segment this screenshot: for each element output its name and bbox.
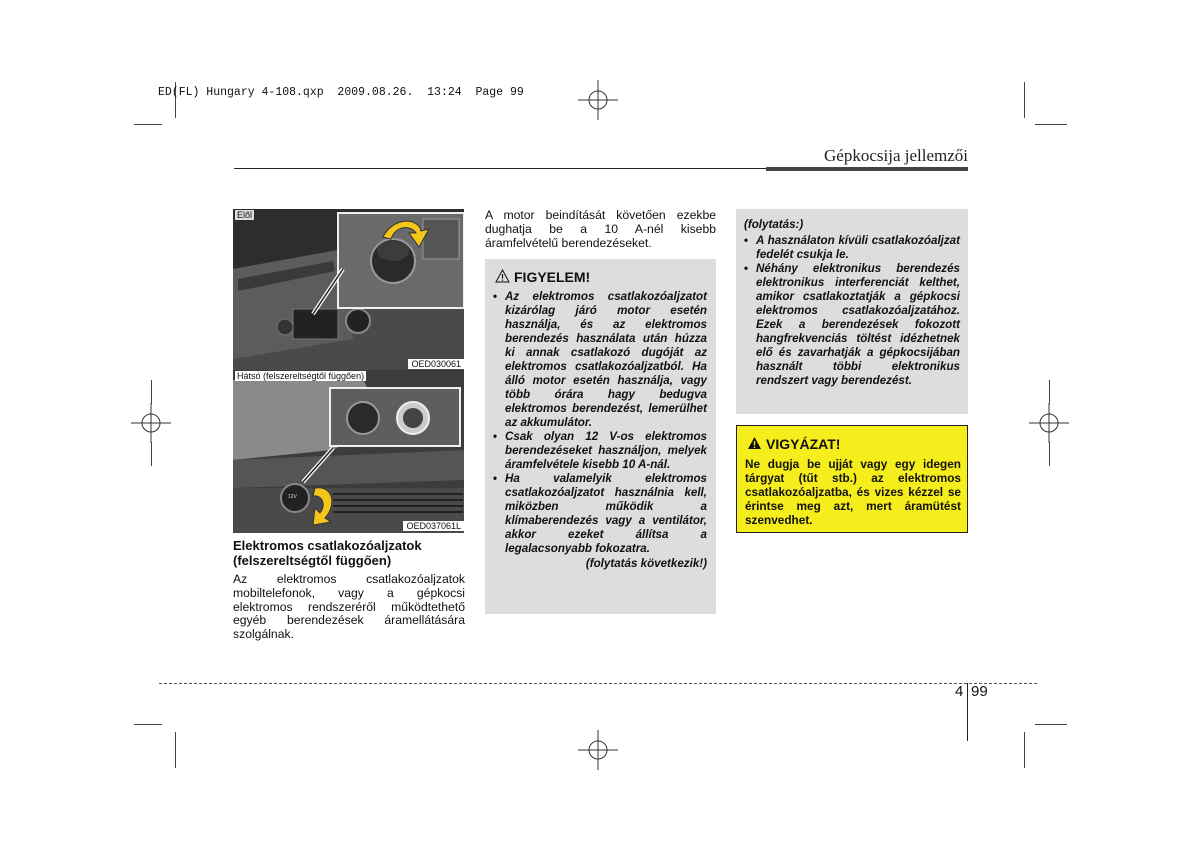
warning-list (493, 290, 707, 571)
registration-mark-icon (578, 80, 618, 120)
continuation-item: • A használaton kívüli csatlakozóaljzat fedelét csukja le. (744, 234, 960, 262)
registration-mark-icon (131, 403, 171, 443)
figure-rear-code: OED037061L (403, 521, 464, 531)
figure-front-label: Elől (237, 210, 253, 220)
continuation-box (736, 209, 968, 414)
footer-rule (159, 683, 1037, 684)
crop-mark-icon (1035, 724, 1067, 725)
crop-mark-icon (1049, 380, 1050, 404)
crop-mark-icon (1035, 124, 1067, 125)
crop-mark-icon (1024, 732, 1025, 768)
crop-mark-icon (1049, 442, 1050, 466)
caution-text: Ne dugja be ujját vagy egy idegen tárgyat (tűt stb.) az elektromos csatlakozóaljzatba, és vizes kézzel se érintse meg azt, mert áramütést szenvedhet. (745, 457, 961, 527)
registration-mark-icon (578, 730, 618, 770)
warning-title (495, 269, 590, 285)
figure-front-code: OED030061 (408, 359, 464, 369)
crop-mark-icon (134, 124, 162, 125)
continuation-item: • Néhány elektronikus berendezés elektronikus interferenciát kelthet, amikor csatlakoztatják a gépkocsi elektromos csatlakozóaljzatához. Ezek a berendezések fokozott hangfrekvenciás töltést idézhetnek elő és zavarhatják a gépkocsijában használt többi elektronikus rendszert vagy berendezést. (744, 262, 960, 388)
continuation-list (744, 234, 960, 388)
warning-item: • Ha valamelyik elektromos csatlakozóaljzatot használnia kell, miközben működik a klímaberendezés vagy a ventilátor, akkor ezeket állítsa a legalacsonyabb fokozatra. (493, 472, 707, 556)
crop-mark-icon (175, 732, 176, 768)
crop-mark-icon (134, 724, 162, 725)
usage-paragraph: A motor beindítását követően ezekbe dughatja be a 10 A-nél kisebb áramfelvételű berendezéseket. (485, 208, 716, 250)
intro-paragraph: Az elektromos csatlakozóaljzatok mobiltelefonok, vagy a gépkocsi elektromos rendszeréről működtethető egyéb berendezések áramellátására szolgálnak. (233, 572, 465, 642)
warning-item: • Az elektromos csatlakozóaljzatot kizárólag járó motor esetén használja, és az elektromos berendezés használata után húzza ki annak csatlakozó dugóját az elektromos csatlakozóaljzatból. Ha álló motor esetén használja, vagy több órára hagy bedugva elektromos berendezést, lemerülhet az akkumulátor. (493, 290, 707, 430)
section-heading: Elektromos csatlakozóaljzatok (felszereltségtől függően) (233, 538, 422, 568)
page-number-separator (967, 683, 968, 741)
caution-box (736, 425, 968, 533)
crop-mark-icon (151, 442, 152, 466)
chapter-number: 4 (955, 683, 964, 700)
crop-mark-icon (151, 380, 152, 404)
page-number: 99 (971, 683, 988, 700)
warning-box (485, 259, 716, 614)
continued-note: (folytatás következik!) (585, 557, 707, 570)
warning-triangle-icon (495, 269, 510, 283)
section-title: Gépkocsija jellemzői (824, 146, 968, 165)
figure-rear (233, 370, 464, 533)
crop-mark-icon (1024, 82, 1025, 118)
figure-front-illustration (233, 209, 464, 372)
caution-title (747, 436, 840, 452)
caution-title-text: VIGYÁZAT! (766, 436, 841, 452)
print-info: ED(FL) Hungary 4-108.qxp 2009.08.26. 13:24 Page 99 (158, 86, 524, 99)
figure-rear-label: Hátsó (felszereltségtől függően) (237, 371, 365, 381)
header-rule-accent (766, 167, 968, 171)
figure-rear-illustration (233, 370, 464, 533)
warning-item: • Csak olyan 12 V-os elektromos berendezéseket használjon, melyek áramfelvétele kisebb 10 A-nál. (493, 430, 707, 472)
registration-mark-icon (1029, 403, 1069, 443)
warning-triangle-icon (747, 436, 762, 450)
socket-label: 12V (288, 494, 297, 500)
warning-title-text: FIGYELEM! (514, 269, 591, 285)
continuation-head: (folytatás:) (744, 218, 804, 231)
figure-front (233, 209, 464, 372)
